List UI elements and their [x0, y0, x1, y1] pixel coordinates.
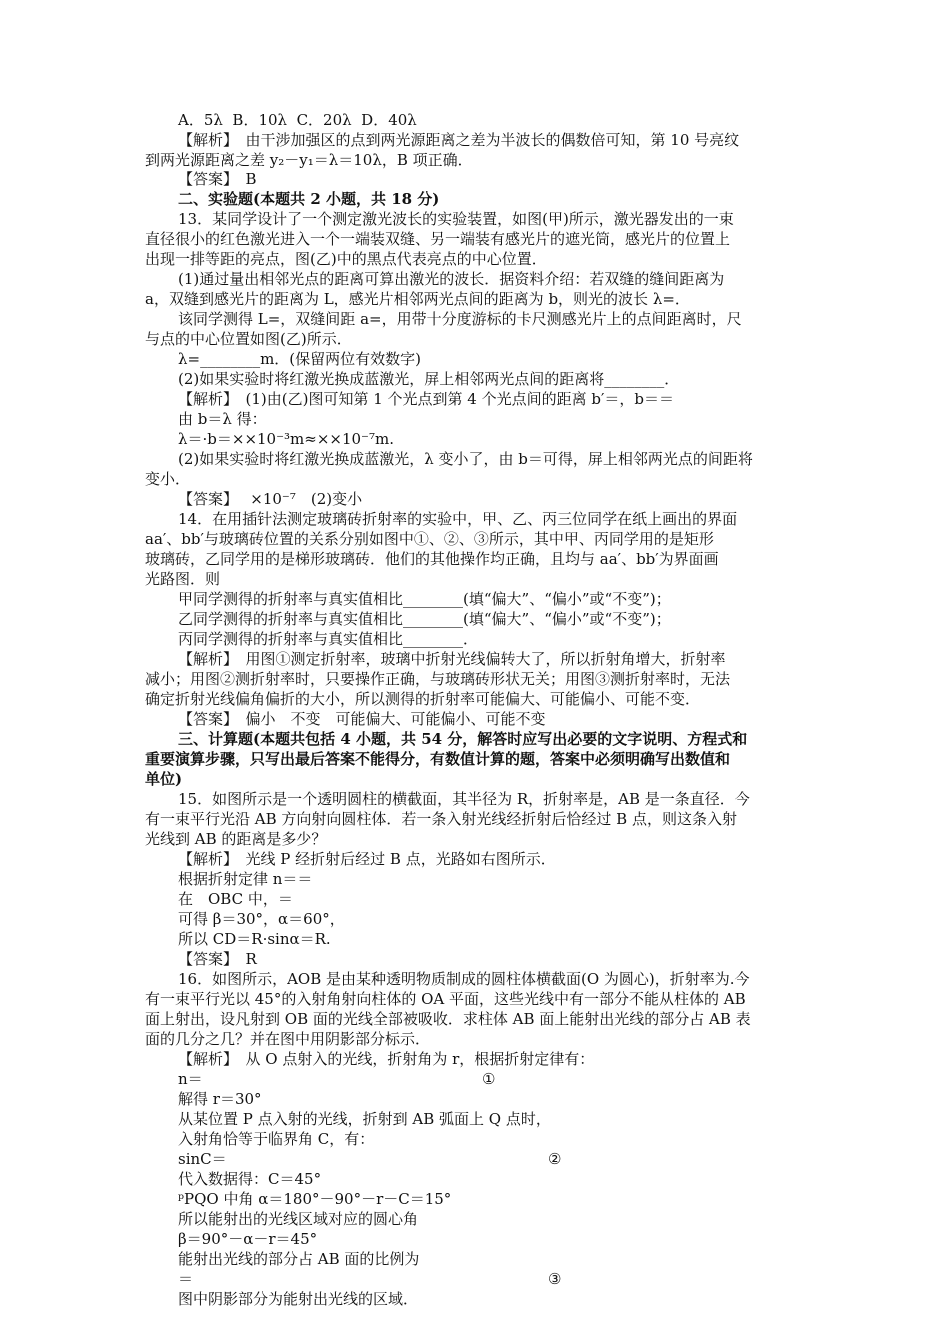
text-line: 面的几分之几？并在图中用阴影部分标示．	[145, 1030, 431, 1048]
text-line: λ=________m．(保留两位有效数字)	[178, 350, 422, 368]
text-line: 三、计算题(本题共包括 4 小题，共 54 分，解答时应写出必要的文字说明、方程式和	[178, 730, 748, 748]
text-line: 所以能射出的光线区域对应的圆心角	[178, 1210, 419, 1228]
text-line: 【解析】 光线 P 经折射后经过 B 点，光路如右图所示．	[178, 850, 556, 868]
text-line: 该同学测得 L=，双缝间距 a=，用带十分度游标的卡尺测感光片上的点间距离时，尺	[178, 310, 742, 328]
text-line: 【答案】 B	[178, 170, 257, 188]
text-line: 到两光源距离之差 y₂－y₁＝λ＝10λ，B 项正确．	[145, 151, 473, 169]
text-line: 在 OBC 中，＝	[178, 890, 293, 908]
text-line: 二、实验题(本题共 2 小题，共 18 分)	[178, 190, 440, 208]
text-line: aa′、bb′与玻璃砖位置的关系分别如图中①、②、③所示，其中甲、丙同学用的是矩形	[145, 530, 714, 548]
text-line: 代入数据得：C＝45°	[178, 1170, 322, 1188]
text-line: 直径很小的红色激光进入一个一端装双缝、另一端装有感光片的遮光筒，感光片的位置上	[145, 230, 731, 248]
text-line: 单位)	[145, 770, 183, 788]
text-line: 图中阴影部分为能射出光线的区域．	[178, 1290, 419, 1308]
text-line: 减小；用图②测折射率时，只要操作正确，与玻璃砖形状无关；用图③测折射率时，无法	[145, 670, 731, 688]
text-line: 光路图．则	[145, 570, 221, 588]
text-line: sinC＝	[178, 1150, 227, 1168]
text-line: 可得 β＝30°，α＝60°，	[178, 910, 345, 928]
text-line: ③	[548, 1270, 562, 1288]
text-line: 【解析】 由干涉加强区的点到两光源距离之差为半波长的偶数倍可知，第 10 号亮纹	[178, 131, 740, 149]
text-line: 重要演算步骤，只写出最后答案不能得分，有数值计算的题，答案中必须明确写出数值和	[145, 750, 731, 768]
text-line: 【答案】 ×10⁻⁷ (2)变小	[178, 490, 363, 508]
text-line: 从某位置 P 点入射的光线，折射到 AB 弧面上 Q 点时，	[178, 1110, 551, 1128]
text-line: ①	[482, 1070, 496, 1088]
text-line: 入射角恰等于临界角 C，有：	[178, 1130, 375, 1148]
text-line: ᵖPQO 中角 α＝180°－90°－r－C＝15°	[178, 1190, 452, 1208]
text-line: 乙同学测得的折射率与真实值相比________(填“偏大”、“偏小”或“不变”)；	[178, 610, 671, 628]
text-line: 变小．	[145, 470, 191, 488]
text-line: ②	[548, 1150, 562, 1168]
text-line: ＝	[178, 1270, 194, 1288]
text-line: 根据折射定律 n＝＝	[178, 870, 313, 888]
text-line: (1)通过量出相邻光点的距离可算出激光的波长．据资料介绍：若双缝的缝间距离为	[178, 270, 725, 288]
text-line: 有一束平行光沿 AB 方向射向圆柱体．若一条入射光线经折射后恰经过 B 点，则这条入射	[145, 810, 737, 828]
text-line: β＝90°－α－r＝45°	[178, 1230, 318, 1248]
text-line: 确定折射光线偏角偏折的大小，所以测得的折射率可能偏大、可能偏小、可能不变．	[145, 690, 701, 708]
text-line: 15．如图所示是一个透明圆柱的横截面，其半径为 R，折射率是，AB 是一条直径．今	[178, 790, 750, 808]
text-line: (2)如果实验时将红激光换成蓝激光，λ 变小了，由 b＝可得，屏上相邻两光点的间距将	[178, 450, 753, 468]
text-line: 与点的中心位置如图(乙)所示．	[145, 330, 352, 348]
text-line: n＝	[178, 1070, 203, 1088]
text-line: 有一束平行光以 45°的入射角射向柱体的 OA 平面，这些光线中有一部分不能从柱体的 AB	[145, 990, 746, 1008]
text-line: 出现一排等距的亮点，图(乙)中的黑点代表亮点的中心位置．	[145, 250, 547, 268]
text-line: 14．在用插针法测定玻璃砖折射率的实验中，甲、乙、丙三位同学在纸上画出的界面	[178, 510, 738, 528]
text-line: λ＝·b＝××10⁻³m≈××10⁻⁷m.	[178, 430, 394, 448]
text-line: 甲同学测得的折射率与真实值相比________(填“偏大”、“偏小”或“不变”)；	[178, 590, 671, 608]
text-line: a，双缝到感光片的距离为 L，感光片相邻两光点间的距离为 b，则光的波长 λ=．	[145, 290, 690, 308]
text-line: (2)如果实验时将红激光换成蓝激光，屏上相邻两光点间的距离将________．	[178, 370, 680, 388]
text-line: 【答案】 R	[178, 950, 257, 968]
text-line: 由 b＝λ 得：	[178, 410, 267, 428]
text-line: 能射出光线的部分占 AB 面的比例为	[178, 1250, 420, 1268]
text-line: 丙同学测得的折射率与真实值相比________．	[178, 630, 479, 648]
text-line: 解得 r＝30°	[178, 1090, 262, 1108]
text-line: 16．如图所示，AOB 是由某种透明物质制成的圆柱体横截面(O 为圆心)，折射率为.今	[178, 970, 750, 988]
text-line: 【解析】 从 O 点射入的光线，折射角为 r，根据折射定律有：	[178, 1050, 595, 1068]
text-line: 【解析】 用图①测定折射率，玻璃中折射光线偏转大了，所以折射角增大，折射率	[178, 650, 726, 668]
text-line: 所以 CD＝R·sinα＝R.	[178, 930, 331, 948]
text-line: 【答案】 偏小 不变 可能偏大、可能偏小、可能不变	[178, 710, 546, 728]
text-line: 面上射出，设凡射到 OB 面的光线全部被吸收．求柱体 AB 面上能射出光线的部分占 AB 表	[145, 1010, 751, 1028]
text-line: 【解析】 (1)由(乙)图可知第 1 个光点到第 4 个光点间的距离 b′＝，b＝＝	[178, 390, 674, 408]
text-line: 玻璃砖，乙同学用的是梯形玻璃砖．他们的其他操作均正确，且均与 aa′、bb′为界面画	[145, 550, 719, 568]
text-line: 光线到 AB 的距离是多少？	[145, 830, 327, 848]
text-line: 13．某同学设计了一个测定激光波长的实验装置，如图(甲)所示，激光器发出的一束	[178, 210, 734, 228]
text-line: A．5λ B．10λ C．20λ D．40λ	[178, 111, 417, 129]
